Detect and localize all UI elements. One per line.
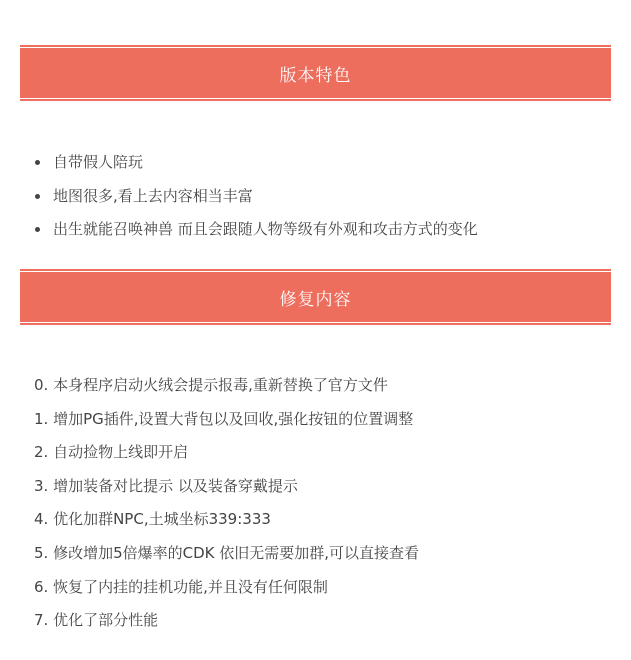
fixes-section-title: 修复内容 bbox=[279, 289, 352, 310]
fixes-list-item: 0. 本身程序启动火绒会提示报毒,重新替换了官方文件 bbox=[34, 376, 388, 394]
fixes-list-item: 7. 优化了部分性能 bbox=[34, 611, 159, 630]
bullet-icon bbox=[35, 227, 40, 232]
bullet-icon bbox=[35, 160, 40, 165]
bullet-icon bbox=[35, 194, 40, 199]
features-item-text: 自带假人陪玩 bbox=[53, 153, 144, 171]
fixes-list-item: 4. 优化加群NPC,土城坐标339:333 bbox=[34, 510, 271, 529]
fixes-list-item: 2. 自动捡物上线即开启 bbox=[34, 443, 189, 462]
fixes-list-item: 3. 增加装备对比提示 以及装备穿戴提示 bbox=[34, 476, 298, 495]
features-list bbox=[33, 146, 478, 247]
features-section-title: 版本特色 bbox=[279, 65, 352, 86]
features-section-banner bbox=[20, 45, 611, 101]
features-list-item bbox=[33, 180, 478, 214]
fixes-section-banner bbox=[20, 269, 611, 325]
features-list-item bbox=[33, 213, 478, 247]
features-list-item bbox=[33, 146, 478, 180]
fixes-list bbox=[34, 369, 419, 638]
fixes-list-item: 6. 恢复了内挂的挂机功能,并且没有任何限制 bbox=[34, 577, 328, 596]
fixes-list-item: 1. 增加PG插件,设置大背包以及回收,强化按钮的位置调整 bbox=[34, 409, 414, 428]
features-item-text: 出生就能召唤神兽 而且会跟随人物等级有外观和攻击方式的变化 bbox=[53, 220, 478, 238]
features-item-text: 地图很多,看上去内容相当丰富 bbox=[53, 186, 253, 205]
fixes-list-item: 5. 修改增加5倍爆率的CDK 依旧无需要加群,可以直接查看 bbox=[34, 543, 420, 562]
